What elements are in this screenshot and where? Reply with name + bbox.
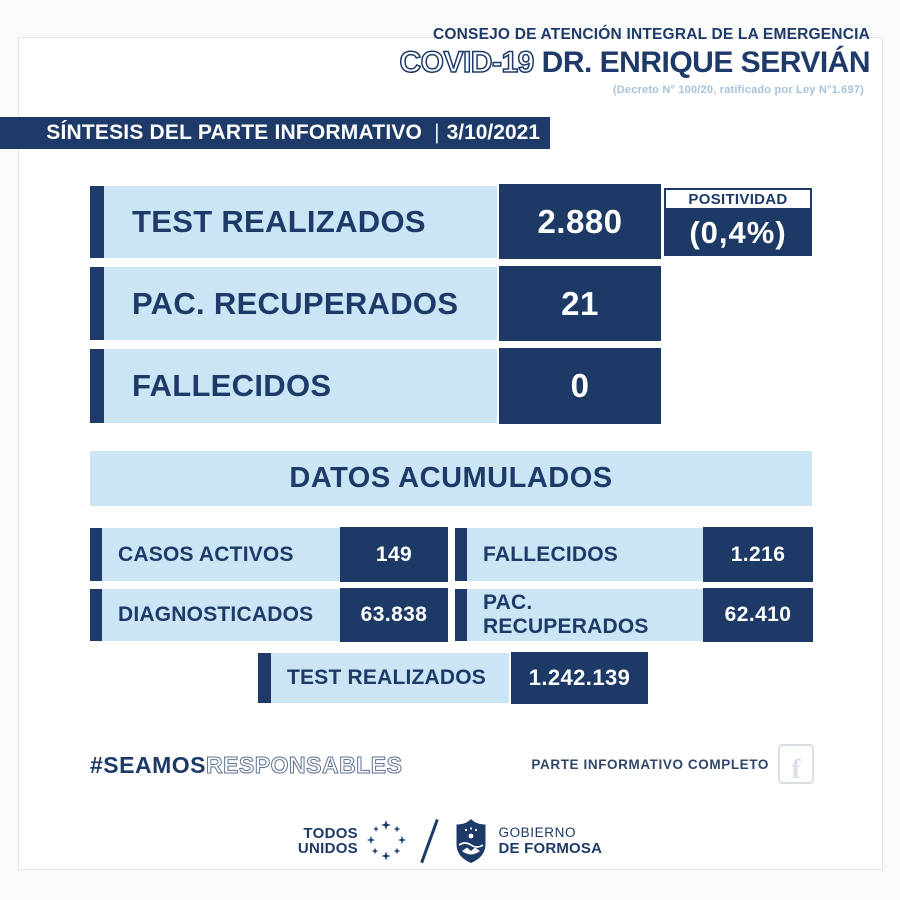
de-formosa-line: DE FORMOSA bbox=[498, 840, 603, 857]
divider-slash bbox=[420, 819, 438, 863]
todos-line1: TODOS bbox=[303, 825, 358, 842]
facebook-icon[interactable]: f bbox=[778, 744, 814, 784]
daily-row-label-fallecidos: FALLECIDOS bbox=[104, 349, 497, 423]
gobierno-line: GOBIERNO bbox=[498, 825, 577, 840]
accum-label-casos-activos: CASOS ACTIVOS bbox=[102, 528, 340, 581]
cell-accent-bar bbox=[90, 589, 102, 641]
accum-label-pac-recuperados: PAC. RECUPERADOS bbox=[467, 589, 703, 641]
hashtag-outline-text: RESPONSABLES bbox=[205, 752, 403, 778]
formosa-shield-icon bbox=[454, 818, 488, 864]
hashtag bbox=[90, 752, 402, 779]
daily-row-value-fallecidos: 0 bbox=[499, 348, 661, 424]
cell-accent-bar bbox=[455, 589, 467, 641]
full-report-label: PARTE INFORMATIVO COMPLETO bbox=[531, 756, 769, 772]
accum-value-casos-activos: 149 bbox=[340, 527, 448, 582]
positivity-label: POSITIVIDAD bbox=[664, 188, 812, 210]
accum-value-diagnosticados: 63.838 bbox=[340, 588, 448, 642]
report-date: 3/10/2021 bbox=[446, 121, 540, 144]
decree-note: (Decreto N° 100/20, ratificado por Ley N°1.697) bbox=[612, 84, 864, 96]
header bbox=[399, 26, 870, 96]
title-bar-separator: | bbox=[434, 121, 440, 144]
title-bar-label: SÍNTESIS DEL PARTE INFORMATIVO bbox=[46, 121, 423, 144]
cell-accent-bar bbox=[258, 653, 271, 703]
accum-label-diagnosticados: DIAGNOSTICADOS bbox=[102, 589, 340, 641]
accum-value-test-realizados: 1.242.139 bbox=[511, 652, 648, 704]
header-council-line: CONSEJO DE ATENCIÓN INTEGRAL DE LA EMERGENCIA bbox=[432, 26, 870, 43]
accum-value-pac-recuperados: 62.410 bbox=[703, 588, 813, 642]
doctor-name-text: DR. ENRIQUE SERVIÁN bbox=[533, 46, 870, 79]
cell-accent-bar bbox=[90, 528, 102, 581]
todos-line2: UNIDOS bbox=[297, 840, 358, 857]
header-covid-line bbox=[399, 46, 870, 80]
positivity-value: (0,4%) bbox=[664, 210, 812, 256]
full-report-link[interactable] bbox=[531, 744, 814, 784]
row-accent-bar bbox=[90, 349, 104, 423]
row-accent-bar bbox=[90, 267, 104, 340]
daily-row-label-recuperados: PAC. RECUPERADOS bbox=[104, 267, 497, 340]
daily-row-label-test: TEST REALIZADOS bbox=[104, 186, 497, 258]
accum-value-fallecidos: 1.216 bbox=[703, 527, 813, 582]
cell-accent-bar bbox=[455, 528, 467, 581]
daily-row-value-test: 2.880 bbox=[499, 184, 661, 259]
daily-row-value-recuperados: 21 bbox=[499, 266, 661, 341]
accum-label-fallecidos: FALLECIDOS bbox=[467, 528, 703, 581]
star-circle-icon bbox=[364, 819, 408, 863]
accum-label-test-realizados: TEST REALIZADOS bbox=[271, 653, 509, 703]
covid19-outline-text: COVID-19 bbox=[399, 46, 534, 79]
title-bar bbox=[0, 117, 550, 149]
hashtag-solid-text: #SEAMOS bbox=[90, 752, 206, 778]
gobierno-formosa-wordmark bbox=[498, 825, 602, 857]
footer-logos bbox=[0, 818, 900, 864]
row-accent-bar bbox=[90, 186, 104, 258]
todos-unidos-wordmark bbox=[298, 826, 358, 856]
accumulated-title: DATOS ACUMULADOS bbox=[90, 451, 812, 506]
